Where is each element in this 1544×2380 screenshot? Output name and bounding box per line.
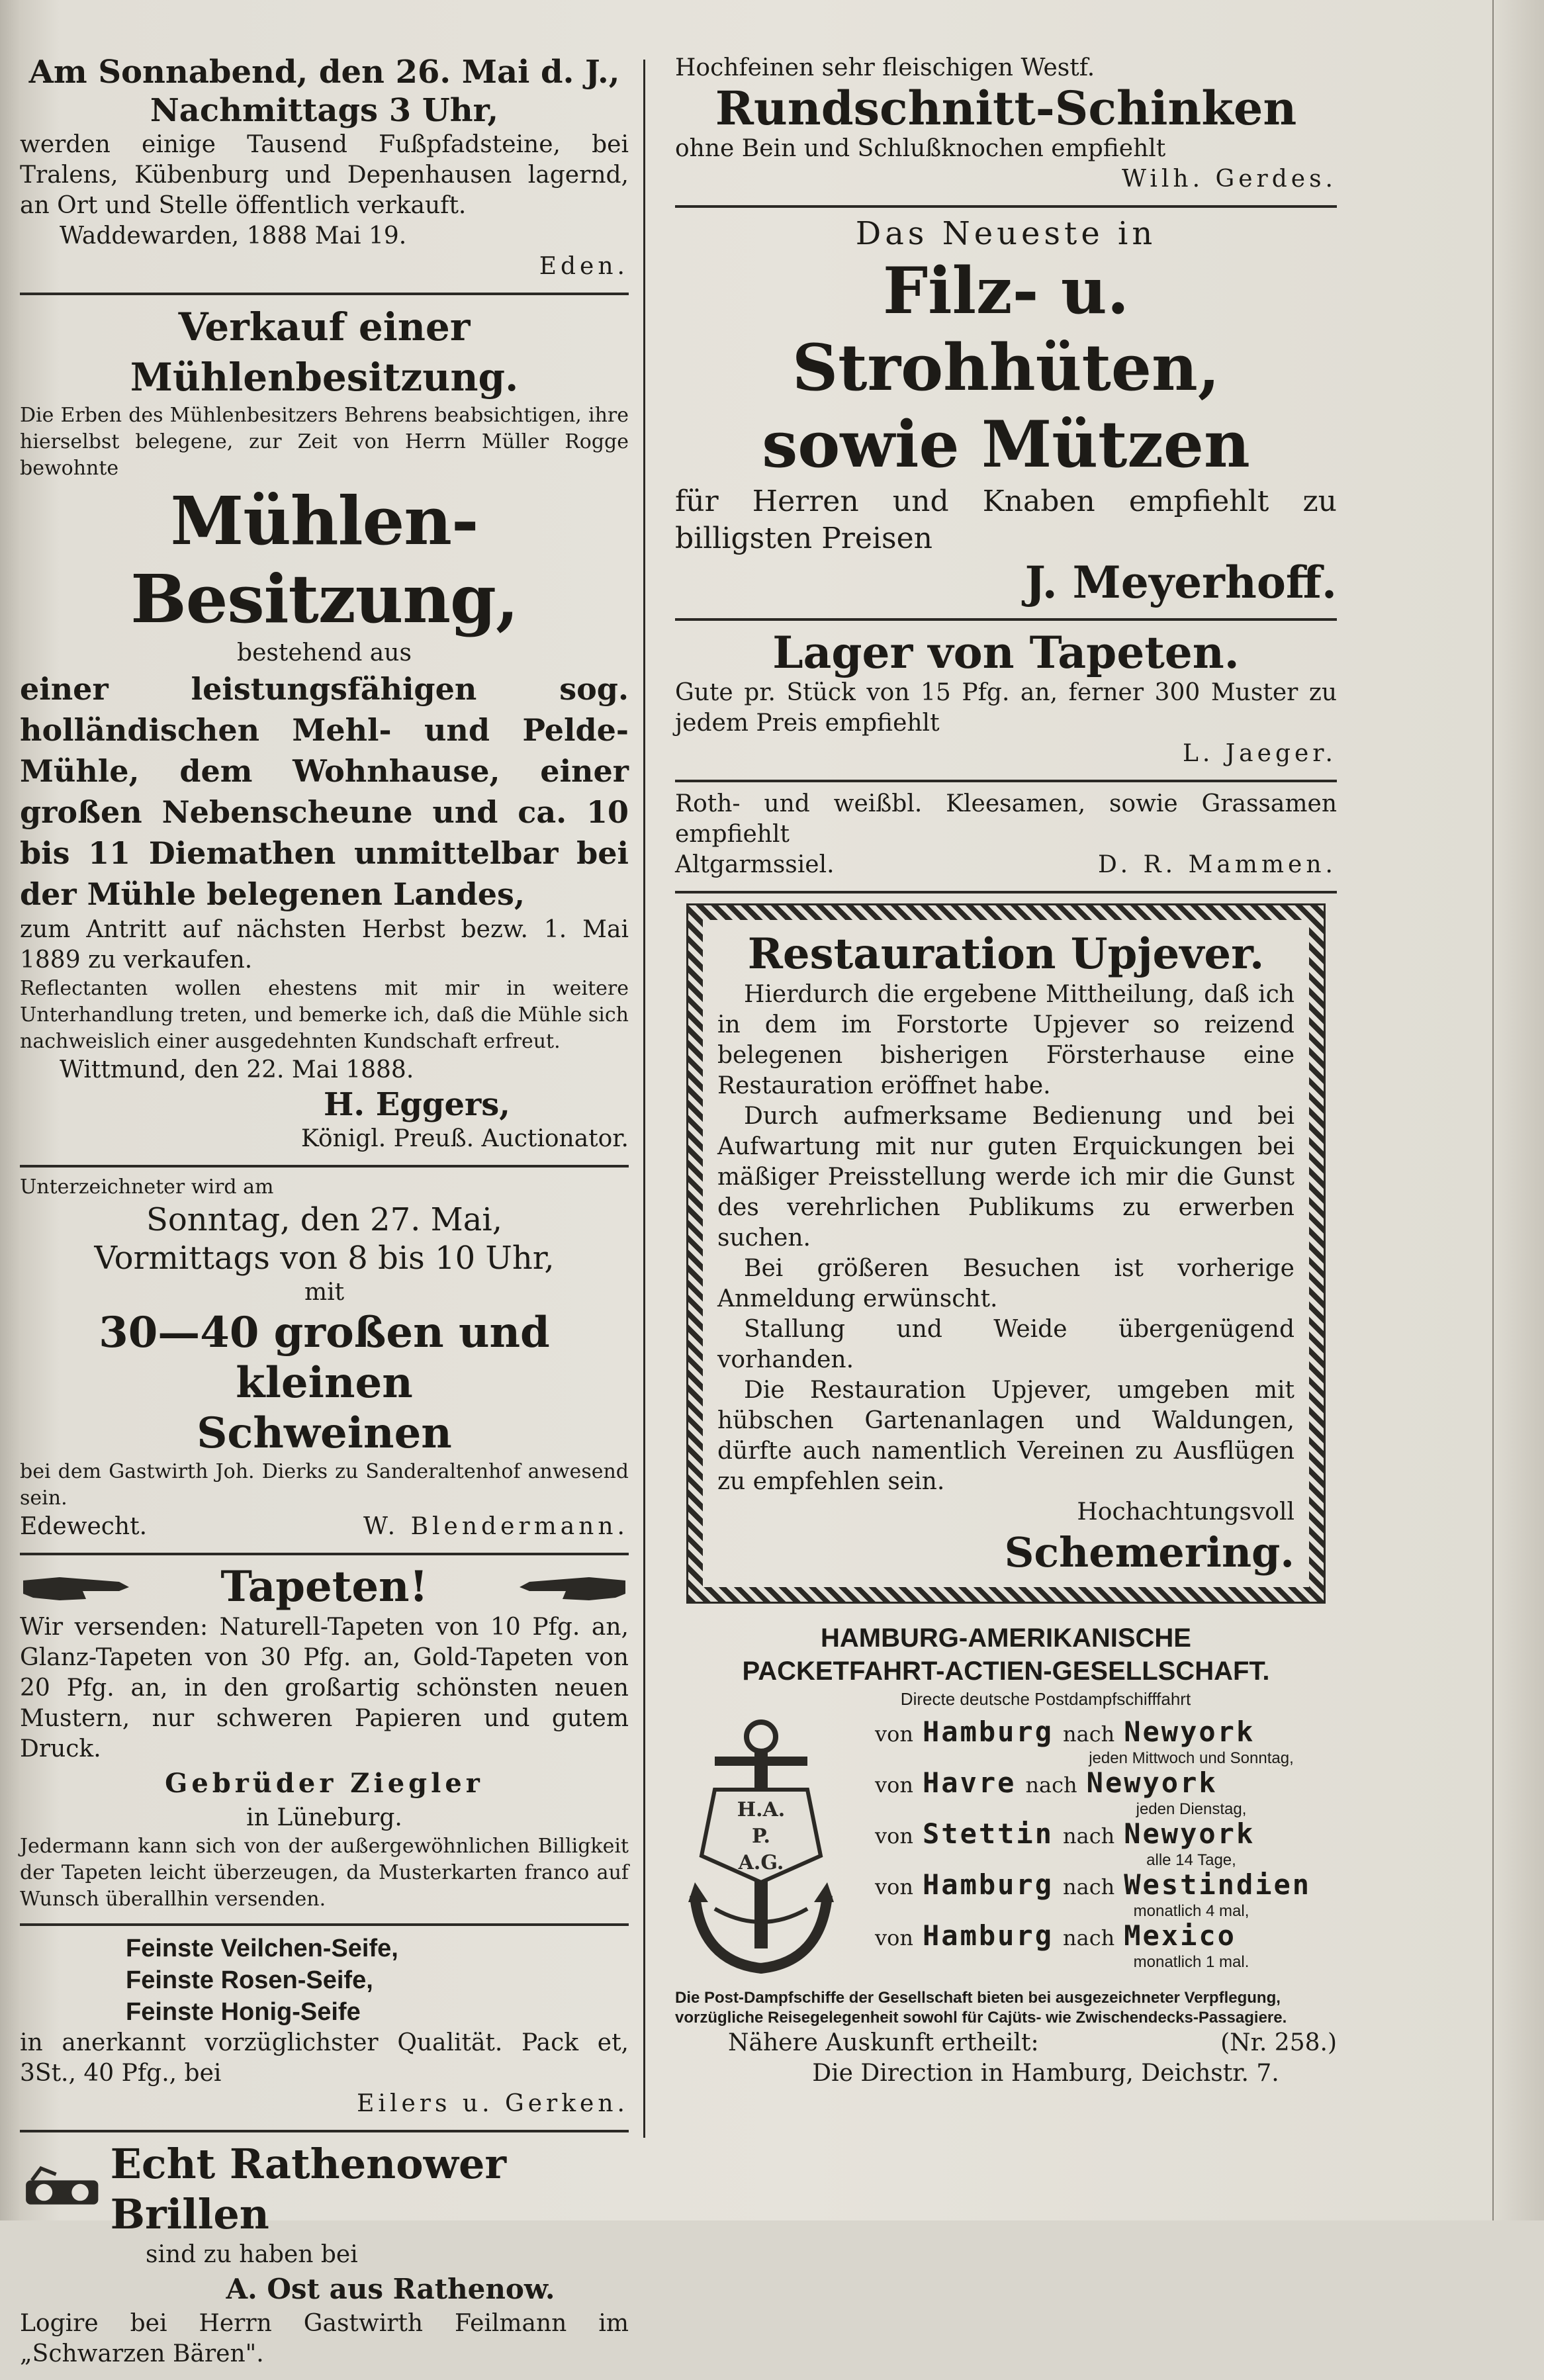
mill-headline: Verkauf einer Mühlenbesitzung. <box>130 304 519 400</box>
route-von: von <box>875 1772 913 1798</box>
ham-line-1: Hochfeinen sehr fleischigen Westf. <box>675 54 1095 81</box>
route-to: Newyork <box>1124 1716 1255 1748</box>
hapag-number: (Nr. 258.) <box>1220 2029 1337 2056</box>
pigs-big-2: Schweinen <box>197 1408 452 1458</box>
glasses-ad <box>20 2132 629 2380</box>
mill-name: H. Eggers, <box>323 1086 511 1123</box>
left-column <box>20 46 629 2380</box>
tapeten-ad <box>20 1555 629 1926</box>
route-to: Newyork <box>1124 1817 1255 1850</box>
route-from: Stettin <box>923 1817 1054 1850</box>
page-edge <box>1492 0 1494 2220</box>
wallpaper-headline: Lager von Tapeten. <box>772 627 1240 678</box>
seeds-body: Roth- und weißbl. Kleesamen, sowie Grassamen empfiehlt <box>675 790 1337 848</box>
hats-ad <box>675 208 1337 621</box>
restaurant-closing: Hochachtungsvoll <box>1077 1498 1294 1526</box>
glasses-name: A. Ost aus Rathenow. <box>226 2273 555 2305</box>
hats-seller: J. Meyerhoff. <box>1024 557 1337 608</box>
mill-ad <box>20 295 629 1167</box>
glasses-headline: Echt Rathenower Brillen <box>110 2140 507 2238</box>
spectacles-icon <box>20 2160 111 2219</box>
restaurant-name: Schemering. <box>1004 1528 1294 1577</box>
mill-title: Königl. Preuß. Auctionator. <box>300 1125 629 1152</box>
pigs-big-1: 30—40 großen und kleinen <box>99 1308 550 1408</box>
seeds-seller: D. R. Mammen. <box>1098 851 1337 878</box>
route-frequency: jeden Mittwoch und Sonntag, <box>1089 1749 1294 1767</box>
hapag-heading-1: HAMBURG-AMERIKANISCHE <box>821 1624 1191 1653</box>
hapag-ad <box>675 1615 1337 2099</box>
route-frequency: monatlich 4 mal, <box>1133 1902 1249 1920</box>
route-von: von <box>875 1823 913 1849</box>
anchor-letters-2: P. <box>751 1825 771 1848</box>
hapag-routes <box>847 1710 1337 1988</box>
ham-ad <box>675 46 1337 208</box>
seeds-place: Altgarmssiel. <box>675 851 835 878</box>
restaurant-p1: Hierdurch die ergebene Mittheilung, daß ich in dem im Forstorte Upjever so reizend belegenen bisherigen Försterhause eine Restauration eröffnet habe. <box>717 981 1294 1099</box>
mill-big-title: Mühlen-Besitzung, <box>130 482 518 638</box>
route-from: Hamburg <box>923 1716 1054 1748</box>
hapag-route <box>847 1921 1337 1953</box>
pigs-mit: mit <box>304 1279 345 1306</box>
column-divider <box>643 60 645 2138</box>
pointing-hand-left-icon <box>516 1567 629 1607</box>
hats-line-2: für Herren und Knaben empfiehlt zu billigsten Preisen <box>675 484 1337 555</box>
restaurant-p4: Stallung und Weide übergenügend vorhanden. <box>717 1316 1294 1373</box>
mill-reflectants: Reflectanten wollen ehestens mit mir in weitere Unterhandlung treten, und bemerke ich, daß die Mühle sich nachweislich einer ausgedehnten Kundschaft erfreut. <box>20 977 629 1053</box>
glasses-line-1: sind zu haben bei <box>146 2241 358 2268</box>
restaurant-headline: Restauration Upjever. <box>747 929 1265 979</box>
tapeten-headline: Tapeten! <box>220 1562 428 1612</box>
pointing-hand-right-icon <box>20 1567 132 1607</box>
soap-line-2: Feinste Rosen-Seife, <box>126 1966 373 1994</box>
hats-big-1: Filz- u. Strohhüten, <box>792 253 1220 405</box>
route-frequency: monatlich 1 mal. <box>1133 1953 1249 1971</box>
wallpaper-ad <box>675 621 1337 782</box>
restaurant-p5: Die Restauration Upjever, umgeben mit hübschen Gartenanlagen und Waldungen, dürfte auch namentlich Vereinen zu Ausflügen zu empfehlen sein. <box>717 1377 1294 1495</box>
route-from: Hamburg <box>923 1868 1054 1901</box>
route-frequency: alle 14 Tage, <box>1146 1851 1236 1869</box>
pigs-intro: Unterzeichneter wird am <box>20 1175 274 1199</box>
hats-line-1: Das Neueste in <box>855 215 1157 252</box>
hapag-sub: Directe deutsche Postdampfschifffahrt <box>900 1689 1191 1709</box>
pigs-where: bei dem Gastwirth Joh. Dierks zu Sanderaltenhof anwesend sein. <box>20 1460 629 1510</box>
ham-seller: Wilh. Gerdes. <box>1121 165 1337 193</box>
route-to: Mexico <box>1124 1919 1236 1952</box>
soap-ad <box>20 1926 629 2132</box>
route-nach: nach <box>1025 1772 1077 1798</box>
pigs-time: Vormittags von 8 bis 10 Uhr, <box>94 1240 555 1277</box>
ham-line-2: ohne Bein und Schlußknochen empfiehlt <box>675 135 1166 162</box>
hapag-route <box>847 1717 1337 1749</box>
hapag-route <box>847 1819 1337 1851</box>
route-frequency: jeden Dienstag, <box>1136 1800 1247 1818</box>
soap-line-1: Feinste Veilchen-Seife, <box>126 1935 398 1962</box>
glasses-line-2: Logire bei Herrn Gastwirth Feilmann im „Schwarzen Bären". <box>20 2310 629 2367</box>
mill-bestehend: bestehend aus <box>237 639 412 666</box>
soap-body: in anerkannt vorzüglichster Qualität. Pack et, 3St., 40 Pfg., bei <box>20 2029 629 2087</box>
route-from: Hamburg <box>923 1919 1054 1952</box>
mill-term: zum Antritt auf nächsten Herbst bezw. 1. Mai 1889 zu verkaufen. <box>20 916 629 974</box>
route-nach: nach <box>1063 1874 1115 1899</box>
hapag-heading-2: PACKETFAHRT-ACTIEN-GESELLSCHAFT. <box>742 1657 1270 1686</box>
route-von: von <box>875 1721 913 1747</box>
mill-description: einer leistungsfähigen sog. holländischen Mehl- und Pelde-Mühle, dem Wohnhause, einer großen Nebenscheune und ca. 10 bis 11 Diemathen unmittelbar bei der Mühle belegenen Landes, <box>20 671 629 912</box>
route-von: von <box>875 1925 913 1950</box>
tapeten-body: Wir versenden: Naturell-Tapeten von 10 Pfg. an, Glanz-Tapeten von 30 Pfg. an, Gold-Tapeten von 20 Pfg. an, in den großartig schönsten neuen Mustern, nur schweren Papieren und gutem Druck. <box>20 1614 629 1762</box>
anchor-letters-1: H.A. <box>737 1798 786 1821</box>
restaurant-p2: Durch aufmerksame Bedienung und bei Aufwartung mit nur guten Erquickungen bei mäßiger Preisstellung werde ich mir die Gunst des verehrlichen Publikums zu erwerben suchen. <box>717 1103 1294 1252</box>
wallpaper-seller: L. Jaeger. <box>1182 740 1337 767</box>
route-to: Newyork <box>1086 1766 1218 1799</box>
right-column <box>675 46 1337 2099</box>
hapag-note: Die Post-Dampfschiffe der Gesellschaft bieten bei ausgezeichneter Verpflegung, vorzügliche Reisegelegenheit sowohl für Cajüts- wie Zwischendecks-Passagiere. <box>675 1989 1287 2027</box>
soap-seller: Eilers u. Gerken. <box>357 2090 629 2117</box>
auction-time: Nachmittags 3 Uhr, <box>150 92 499 129</box>
route-von: von <box>875 1874 913 1899</box>
ham-headline: Rundschnitt-Schinken <box>715 81 1297 136</box>
hapag-info: Nähere Auskunft ertheilt: <box>728 2029 1039 2056</box>
tapeten-note: Jedermann kann sich von der außergewöhnlichen Billigkeit der Tapeten leicht überzeugen, da Musterkarten franco auf Wunsch überallhin versenden. <box>20 1835 629 1911</box>
tapeten-city: in Lüneburg. <box>246 1804 402 1831</box>
hapag-direction: Die Direction in Hamburg, Deichstr. 7. <box>812 2060 1279 2087</box>
auction-body: werden einige Tausend Fußpfadsteine, bei Tralens, Kübenburg und Depenhausen lagernd, an Ort und Stelle öffentlich verkauft. <box>20 131 629 219</box>
hapag-route <box>847 1768 1337 1800</box>
mill-intro: Die Erben des Mühlenbesitzers Behrens beabsichtigen, ihre hierselbst belegene, zur Zeit von Herrn Müller Rogge bewohnte <box>20 404 629 480</box>
pigs-ad <box>20 1167 629 1555</box>
auction-signature: Eden. <box>539 253 629 280</box>
hats-big-2: sowie Mützen <box>762 407 1250 482</box>
mill-place-date: Wittmund, den 22. Mai 1888. <box>60 1056 414 1083</box>
seeds-ad <box>675 782 1337 893</box>
anchor-letters-3: A.G. <box>738 1851 784 1874</box>
anchor-emblem-icon <box>675 1710 847 1988</box>
pigs-place: Edewecht. <box>20 1513 148 1540</box>
auction-ad <box>20 46 629 295</box>
pigs-signature: W. Blendermann. <box>363 1513 629 1540</box>
wallpaper-body: Gute pr. Stück von 15 Pfg. an, ferner 300 Muster zu jedem Preis empfiehlt <box>675 679 1337 737</box>
auction-place-date: Waddewarden, 1888 Mai 19. <box>60 222 407 250</box>
route-nach: nach <box>1063 1925 1115 1950</box>
pigs-date: Sonntag, den 27. Mai, <box>146 1201 503 1238</box>
auction-date: Am Sonnabend, den 26. Mai d. J., <box>28 54 620 91</box>
tapeten-firm: Gebrüder Ziegler <box>165 1768 484 1799</box>
route-from: Havre <box>923 1766 1017 1799</box>
route-nach: nach <box>1063 1721 1115 1747</box>
soap-line-3: Feinste Honig-Seife <box>126 1998 361 2026</box>
restaurant-ad-frame <box>688 905 1324 1602</box>
route-nach: nach <box>1063 1823 1115 1849</box>
route-to: Westindien <box>1124 1868 1312 1901</box>
restaurant-p3: Bei größeren Besuchen ist vorherige Anmeldung erwünscht. <box>717 1255 1294 1312</box>
hapag-route <box>847 1870 1337 1902</box>
